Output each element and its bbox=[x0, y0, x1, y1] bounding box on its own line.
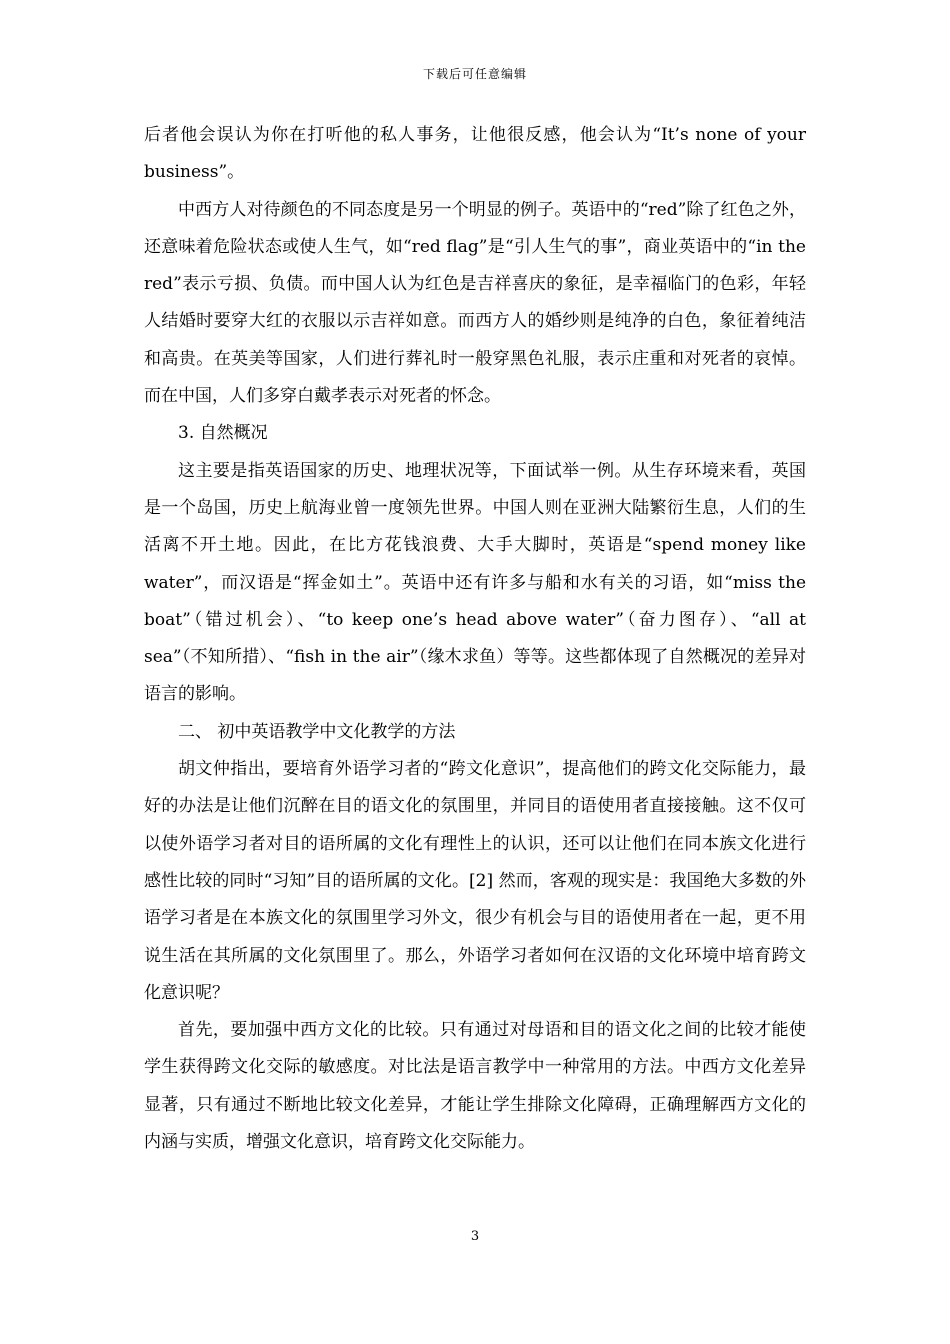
paragraph-cross-cultural-awareness: 胡文仲指出，要培育外语学习者的“跨文化意识”，提高他们的跨文化交际能力，最好的办法是让他们沉醉在目的语文化的氛围里，并同目的语使用者直接接触。这不仅可以使外语学习者对目的语所属的文化有理性上的认识，还可以让他们在同本族文化进行感性比较的同时“习知”目的语所属的文化。[2] 然而，客观的现实是：我国绝大多数的外语学习者是在本族文化的氛围里学习外文，很少有机会与目的语使用者在一起，更不用说生活在其所属的文化氛围里了。那么，外语学习者如何在汉语的文化环境中培育跨文化意识呢？ bbox=[144, 759, 806, 1003]
paragraph-continuation: 后者他会误认为你在打听他的私人事务，让他很反感，他会认为“It’s none of your business”。 bbox=[144, 125, 806, 183]
paragraph-natural-conditions: 这主要是指英语国家的历史、地理状况等，下面试举一例。从生存环境来看，英国是一个岛国，历史上航海业曾一度领先世界。中国人则在亚洲大陆繁衍生息，人们的生活离不开土地。因此，在比方花钱浪费、大手大脚时，英语是“spend money like water”，而汉语是“挥金如土”。英语中还有许多与船和水有关的习语，如“miss the boat”（错过机会）、“to keep one’s head above water”（奋力图存）、“all at sea”（不知所措）、“fish in the air”（缘木求鱼）等等。这些都体现了自然概况的差异对语言的影响。 bbox=[144, 460, 806, 705]
paragraph-cultural-comparison: 首先，要加强中西方文化的比较。只有通过对母语和目的语文化之间的比较才能使学生获得跨文化交际的敏感度。对比法是语言教学中一种常用的方法。中西方文化差异显著，只有通过不断地比较文化差异，才能让学生排除文化障碍，正确理解西方文化的内涵与实质，增强文化意识，培育跨文化交际能力。 bbox=[144, 1020, 806, 1153]
section-heading-natural-conditions: 3. 自然概况 bbox=[178, 423, 268, 444]
page-number: 3 bbox=[470, 1229, 480, 1244]
document-body bbox=[144, 117, 806, 1161]
section-heading-teaching-methods: 二、 初中英语教学中文化教学的方法 bbox=[178, 721, 456, 742]
page-header: 下载后可任意编辑 bbox=[422, 67, 527, 81]
paragraph-color-attitudes: 中西方人对待颜色的不同态度是另一个明显的例子。英语中的“red”除了红色之外，还意味着危险状态或使人生气，如“red flag”是“引人生气的事”，商业英语中的“in the red”表示亏损、负债。而中国人认为红色是吉祥喜庆的象征，是幸福临门的色彩，年轻人结婚时要穿大红的衣服以示吉祥如意。而西方人的婚纱则是纯净的白色，象征着纯洁和高贵。在英美等国家，人们进行葬礼时一般穿黑色礼服，表示庄重和对死者的哀悼。而在中国，人们多穿白戴孝表示对死者的怀念。 bbox=[144, 199, 806, 407]
